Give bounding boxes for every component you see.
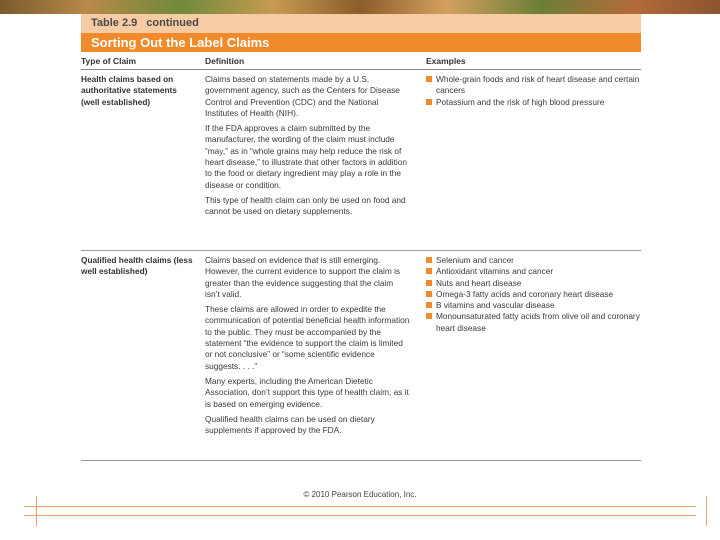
square-bullet-icon xyxy=(426,99,432,105)
example-item xyxy=(426,74,641,97)
square-bullet-icon xyxy=(426,257,432,263)
examples-cell xyxy=(426,74,641,108)
table-number-bar xyxy=(81,14,641,33)
header-examples: Examples xyxy=(426,56,466,66)
square-bullet-icon xyxy=(426,76,432,82)
example-item xyxy=(426,97,641,108)
header-type-of-claim: Type of Claim xyxy=(81,56,137,66)
square-bullet-icon xyxy=(426,313,432,319)
example-text: B vitamins and vascular disease xyxy=(436,300,555,311)
square-bullet-icon xyxy=(426,268,432,274)
table-continued: continued xyxy=(146,17,199,29)
example-text: Omega-3 fatty acids and coronary heart disease xyxy=(436,288,614,299)
definition-paragraph: Qualified health claims can be used on dietary supplements if approved by the FDA. xyxy=(205,413,375,436)
example-item xyxy=(426,289,641,300)
definition-paragraph: If the FDA approves a claim submitted by the manufacturer, the wording of the claim must include “may,” as in “whole grains may help reduce the risk of heart disease,” to illustrate that other factors in addition to the food or dietary ingredient may play a role in the disease or condition. xyxy=(205,123,408,190)
slide-rule-upper xyxy=(24,506,696,507)
example-item xyxy=(426,311,641,334)
label-claims-table xyxy=(81,14,641,461)
slide-rule-lower xyxy=(24,515,696,516)
example-text: Whole-grain foods and risk of heart disease and certain cancers xyxy=(436,74,640,96)
claim-type-cell: Health claims based on authoritative statements (well established) xyxy=(81,74,177,107)
example-text: Potassium and the risk of high blood pressure xyxy=(436,96,605,107)
table-row xyxy=(81,251,641,461)
header-definition: Definition xyxy=(205,56,245,66)
copyright-notice: © 2010 Pearson Education, Inc. xyxy=(303,490,417,499)
definition-paragraph: These claims are allowed in order to expedite the communication of potential beneficial health information to the public. They must be accompanied by the statement “the evidence to support the claim is limited or not conclusive” or “some scientific evidence suggests. . . .” xyxy=(205,304,410,371)
slide-rule-right-tick xyxy=(706,496,707,526)
example-item xyxy=(426,300,641,311)
table-number: Table 2.9 xyxy=(91,17,138,29)
definition-paragraph: Claims based on evidence that is still emerging. However, the current evidence to support the claim is greater than the evidence suggesting that the claim isn’t valid. xyxy=(205,255,401,299)
definition-paragraph: This type of health claim can only be used on food and cannot be used on dietary supplements. xyxy=(205,194,406,217)
example-text: Selenium and cancer xyxy=(436,255,514,265)
definition-paragraph: Claims based on statements made by a U.S. government agency, such as the Centers for Disease Control and Prevention (CDC) and the National Institutes of Health (NIH). xyxy=(205,74,400,118)
slide-rule-left-tick xyxy=(36,496,37,526)
example-text: Antioxidant vitamins and cancer xyxy=(436,266,554,277)
square-bullet-icon xyxy=(426,302,432,308)
example-item xyxy=(426,255,641,266)
table-row xyxy=(81,70,641,251)
example-item xyxy=(426,266,641,277)
definition-cell xyxy=(205,255,410,440)
examples-cell xyxy=(426,255,641,334)
example-text: Nuts and heart disease xyxy=(436,277,522,288)
column-headers xyxy=(81,52,641,70)
example-text: Monounsaturated fatty acids from olive oil and coronary heart disease xyxy=(436,311,640,333)
definition-paragraph: Many experts, including the American Dietetic Association, don’t support this type of health claim, as it is based on emerging evidence. xyxy=(205,375,409,409)
square-bullet-icon xyxy=(426,291,432,297)
claim-type-cell: Qualified health claims (less well established) xyxy=(81,255,193,277)
example-item xyxy=(426,278,641,289)
table-title: Sorting Out the Label Claims xyxy=(81,33,641,52)
square-bullet-icon xyxy=(426,280,432,286)
decorative-photo-banner xyxy=(0,0,720,14)
definition-cell xyxy=(205,74,410,222)
